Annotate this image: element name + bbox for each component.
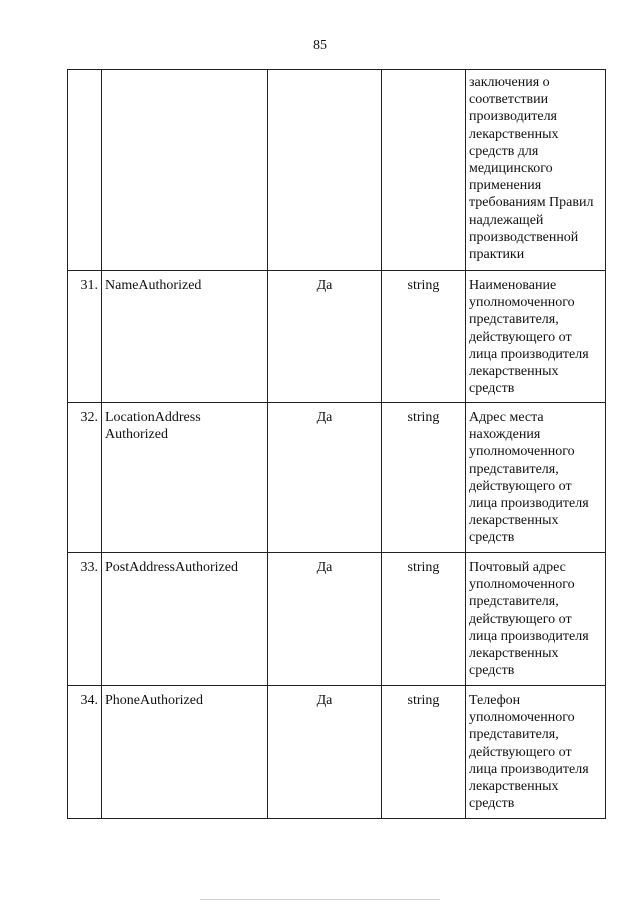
row-number: 33. <box>68 553 102 686</box>
table-row <box>68 686 606 819</box>
row-number: 31. <box>68 271 102 403</box>
field-description: заключения о соответствии производителя лекарственных средств для медицинского применения требованиям Правил надлежащей производственной практики <box>466 70 606 271</box>
field-name <box>102 70 268 271</box>
field-required: Да <box>268 553 382 686</box>
table-row <box>68 70 606 271</box>
table-row <box>68 553 606 686</box>
fields-table <box>67 69 606 819</box>
row-number <box>68 70 102 271</box>
field-required: Да <box>268 403 382 553</box>
field-type: string <box>382 686 466 819</box>
page-number: 85 <box>313 38 327 53</box>
table-row <box>68 403 606 553</box>
field-type: string <box>382 403 466 553</box>
field-description: Телефон уполномоченного представителя, действующего от лица производителя лекарственных средств <box>466 686 606 819</box>
field-required <box>268 70 382 271</box>
field-type: string <box>382 553 466 686</box>
field-description: Наименование уполномоченного представителя, действующего от лица производителя лекарственных средств <box>466 271 606 403</box>
field-name: PostAddressAuthorized <box>102 553 268 686</box>
field-description: Адрес места нахождения уполномоченного представителя, действующего от лица производителя лекарственных средств <box>466 403 606 553</box>
row-number: 32. <box>68 403 102 553</box>
field-name: PhoneAuthorized <box>102 686 268 819</box>
table-row <box>68 271 606 403</box>
field-required: Да <box>268 686 382 819</box>
row-number: 34. <box>68 686 102 819</box>
field-name: NameAuthorized <box>102 271 268 403</box>
field-type: string <box>382 271 466 403</box>
field-name: LocationAddress Authorized <box>102 403 268 553</box>
scan-edge-line <box>200 899 440 900</box>
field-required: Да <box>268 271 382 403</box>
field-description: Почтовый адрес уполномоченного представителя, действующего от лица производителя лекарственных средств <box>466 553 606 686</box>
field-type <box>382 70 466 271</box>
